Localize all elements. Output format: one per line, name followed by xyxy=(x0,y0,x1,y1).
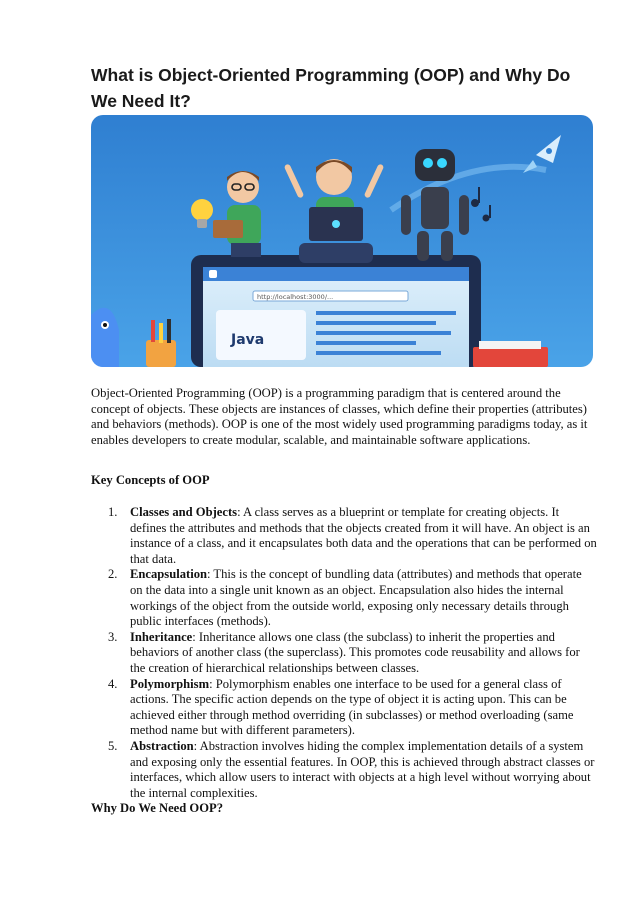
list-item-term: Abstraction xyxy=(130,738,194,753)
list-item-text: : Polymorphism enables one interface to be used for a general class of actions. The specific action depends on the type of object it is acting upon. This can be achieved either through method overriding (in subclasses) or method overloading (same method name but with different parameters). xyxy=(130,676,574,738)
list-item xyxy=(108,739,597,801)
intro-paragraph: Object-Oriented Programming (OOP) is a programming paradigm that is centered around the concept of objects. These objects are instances of classes, which define their properties (attributes) and behaviors (methods). OOP is one of the most widely used programming paradigms today, as it enables developers to create modular, scalable, and maintainable software applications. xyxy=(91,386,588,447)
key-concepts-heading: Key Concepts of OOP xyxy=(91,473,210,487)
list-item-number: 4. xyxy=(108,676,118,691)
list-item-term: Inheritance xyxy=(130,629,193,644)
list-item-text: : This is the concept of bundling data (attributes) and methods that operate on the data into a single unit known as an object. Encapsulation also hides the internal workings of the object from the outside world, exposing only necessary details through public interfaces (methods). xyxy=(130,567,582,629)
monitor-illustration xyxy=(191,255,481,367)
list-item-term: Polymorphism xyxy=(130,676,210,691)
list-item-term: Encapsulation xyxy=(130,567,207,582)
list-item-number: 5. xyxy=(108,738,118,753)
list-item-number: 1. xyxy=(108,505,118,519)
list-item xyxy=(108,567,597,629)
oop-illustration xyxy=(91,115,593,367)
list-item-text: : Abstraction involves hiding the complex implementation details of a system and exposing only the essential features. In OOP, this is achieved through abstract classes or interfaces, which allow users to interact with objects at a high level without worrying about the internal complexities. xyxy=(130,738,595,800)
list-item-text: : A class serves as a blueprint or template for creating objects. It defines the attributes and methods that the objects created from it will have. An object is an instance of a class, and it encapsulates both data and the operations that can be performed on that data. xyxy=(130,505,597,566)
browser-address-text: http://localhost:3000/... xyxy=(257,293,334,301)
list-item xyxy=(108,505,597,567)
screen-java-label: Java xyxy=(231,332,265,348)
key-concepts-list xyxy=(108,505,597,801)
books-illustration xyxy=(473,347,548,367)
list-item xyxy=(108,677,597,739)
list-item-number: 2. xyxy=(108,567,118,582)
list-item-term: Classes and Objects xyxy=(130,505,238,519)
list-item-number: 3. xyxy=(108,629,118,644)
page-title: What is Object-Oriented Programming (OOP) and Why Do We Need It? xyxy=(91,65,571,111)
why-oop-heading: Why Do We Need OOP? xyxy=(91,801,224,815)
list-item-text: : Inheritance allows one class (the subclass) to inherit the properties and behaviors of another class (the superclass). This promotes code reusability and allows for the creation of hierarchical relationships between classes. xyxy=(130,629,580,675)
list-item xyxy=(108,630,597,677)
